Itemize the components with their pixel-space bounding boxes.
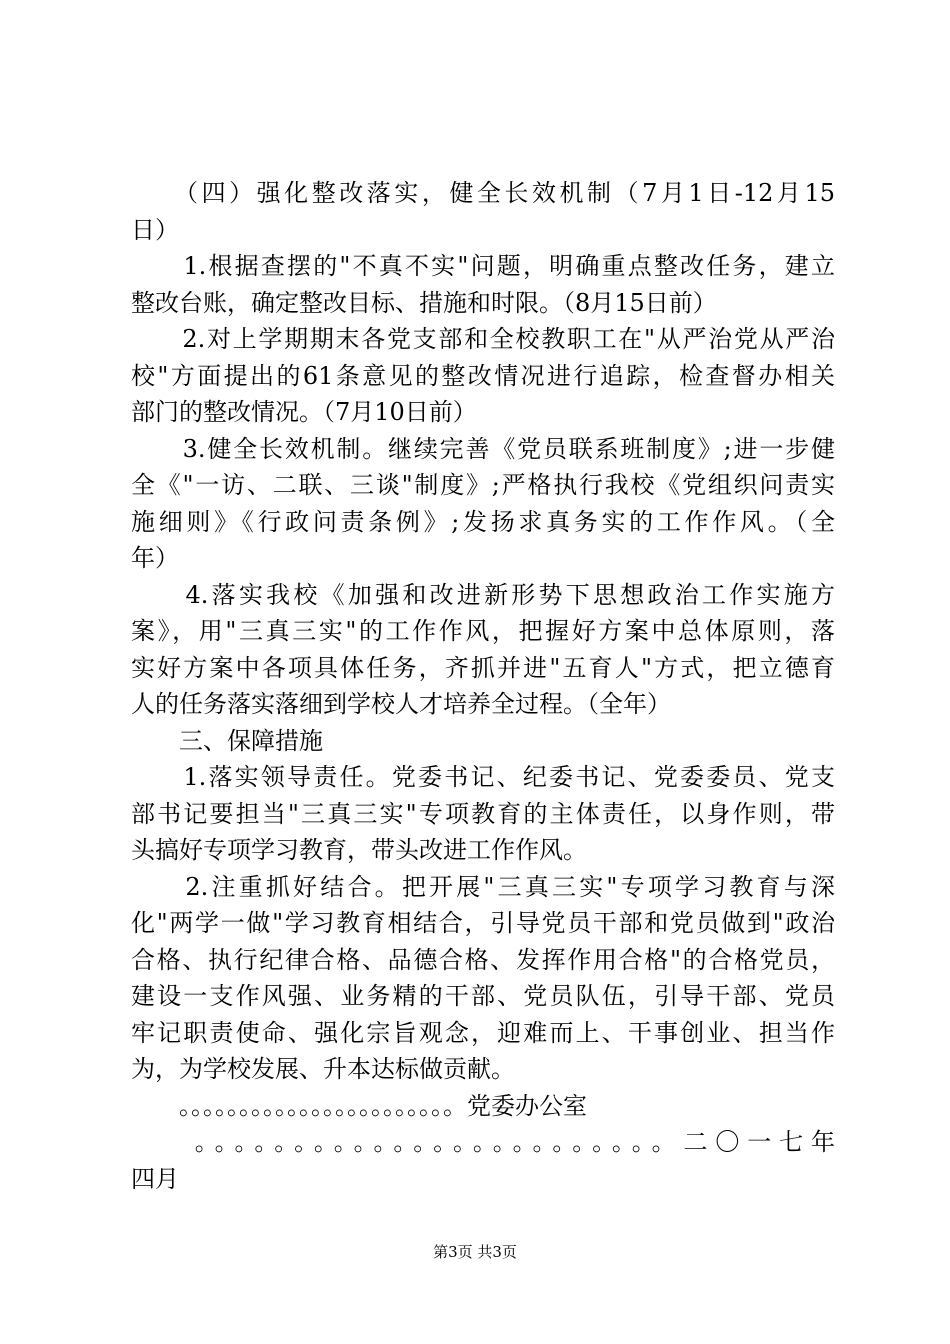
body-text-line: 建设一支作风强、业务精的干部、党员队伍，引导干部、党员: [131, 982, 835, 1010]
body-text-line: （四）强化整改落实，健全长效机制（7月1日-12月15: [131, 179, 835, 207]
body-text-line: 全《"一访、二联、三谈"制度》;严格执行我校《党组织问责实: [131, 471, 835, 499]
body-text-line: 2.对上学期期末各党支部和全校教职工在"从严治党从严治: [131, 325, 835, 353]
body-text-line: 4.落实我校《加强和改进新形势下思想政治工作实施方: [131, 580, 835, 609]
body-text-line: 日）: [131, 215, 179, 244]
body-text-line: 3.健全长效机制。继续完善《党员联系班制度》;进一步健: [131, 434, 835, 463]
body-text-line: 1.根据查摆的"不真不实"问题，明确重点整改任务，建立: [131, 252, 835, 280]
body-text-line: 头搞好专项学习教育，带头改进工作作风。: [131, 836, 587, 864]
body-text-line: 化"两学一做"学习教育相结合，引导党员干部和党员做到"政治: [131, 909, 835, 937]
body-text-line: 校"方面提出的61条意见的整改情况进行追踪，检查督办相关: [131, 361, 835, 390]
body-text-line: 施细则》《行政问责条例》;发扬求真务实的工作作风。（全: [131, 507, 835, 536]
body-text-line: 四月: [131, 1164, 179, 1193]
body-text-line: 部门的整改情况。（7月10日前）: [131, 398, 477, 426]
page-footer: 第3页 共3页: [433, 1243, 517, 1261]
body-text-line: 人的任务落实落细到学校人才培养全过程。（全年）: [131, 690, 671, 718]
body-text-line: 。。。。。。。。。。。。。。。。。。。。。。。。二〇一七年: [131, 1128, 835, 1156]
body-text-line: 2.注重抓好结合。把开展"三真三实"专项学习教育与深: [131, 872, 835, 901]
body-text-line: 实好方案中各项具体任务，齐抓并进"五育人"方式，把立德育: [131, 653, 835, 682]
body-text-line: 为，为学校发展、升本达标做贡献。: [131, 1055, 515, 1083]
body-text-line: 合格、执行纪律合格、品德合格、发挥作用合格"的合格党员，: [131, 945, 835, 974]
document-body: [131, 175, 835, 1197]
body-text-line: 牢记职责使命、强化宗旨观念，迎难而上、干事创业、担当作: [131, 1018, 835, 1047]
body-text-line: 。。。。。。。。。。。。。。。。。。。。。。。党委办公室: [131, 1091, 587, 1120]
body-text-line: 部书记要担当"三真三实"专项教育的主体责任，以身作则，带: [131, 799, 835, 828]
body-text-line: 案》，用"三真三实"的工作作风，把握好方案中总体原则，落: [131, 617, 835, 645]
body-text-line: 三、保障措施: [131, 726, 323, 755]
body-text-line: 1.落实领导责任。党委书记、纪委书记、党委委员、党支: [131, 763, 835, 791]
body-text-line: 整改台账，确定整改目标、措施和时限。（8月15日前）: [131, 288, 717, 317]
body-text-line: 年）: [131, 544, 179, 572]
